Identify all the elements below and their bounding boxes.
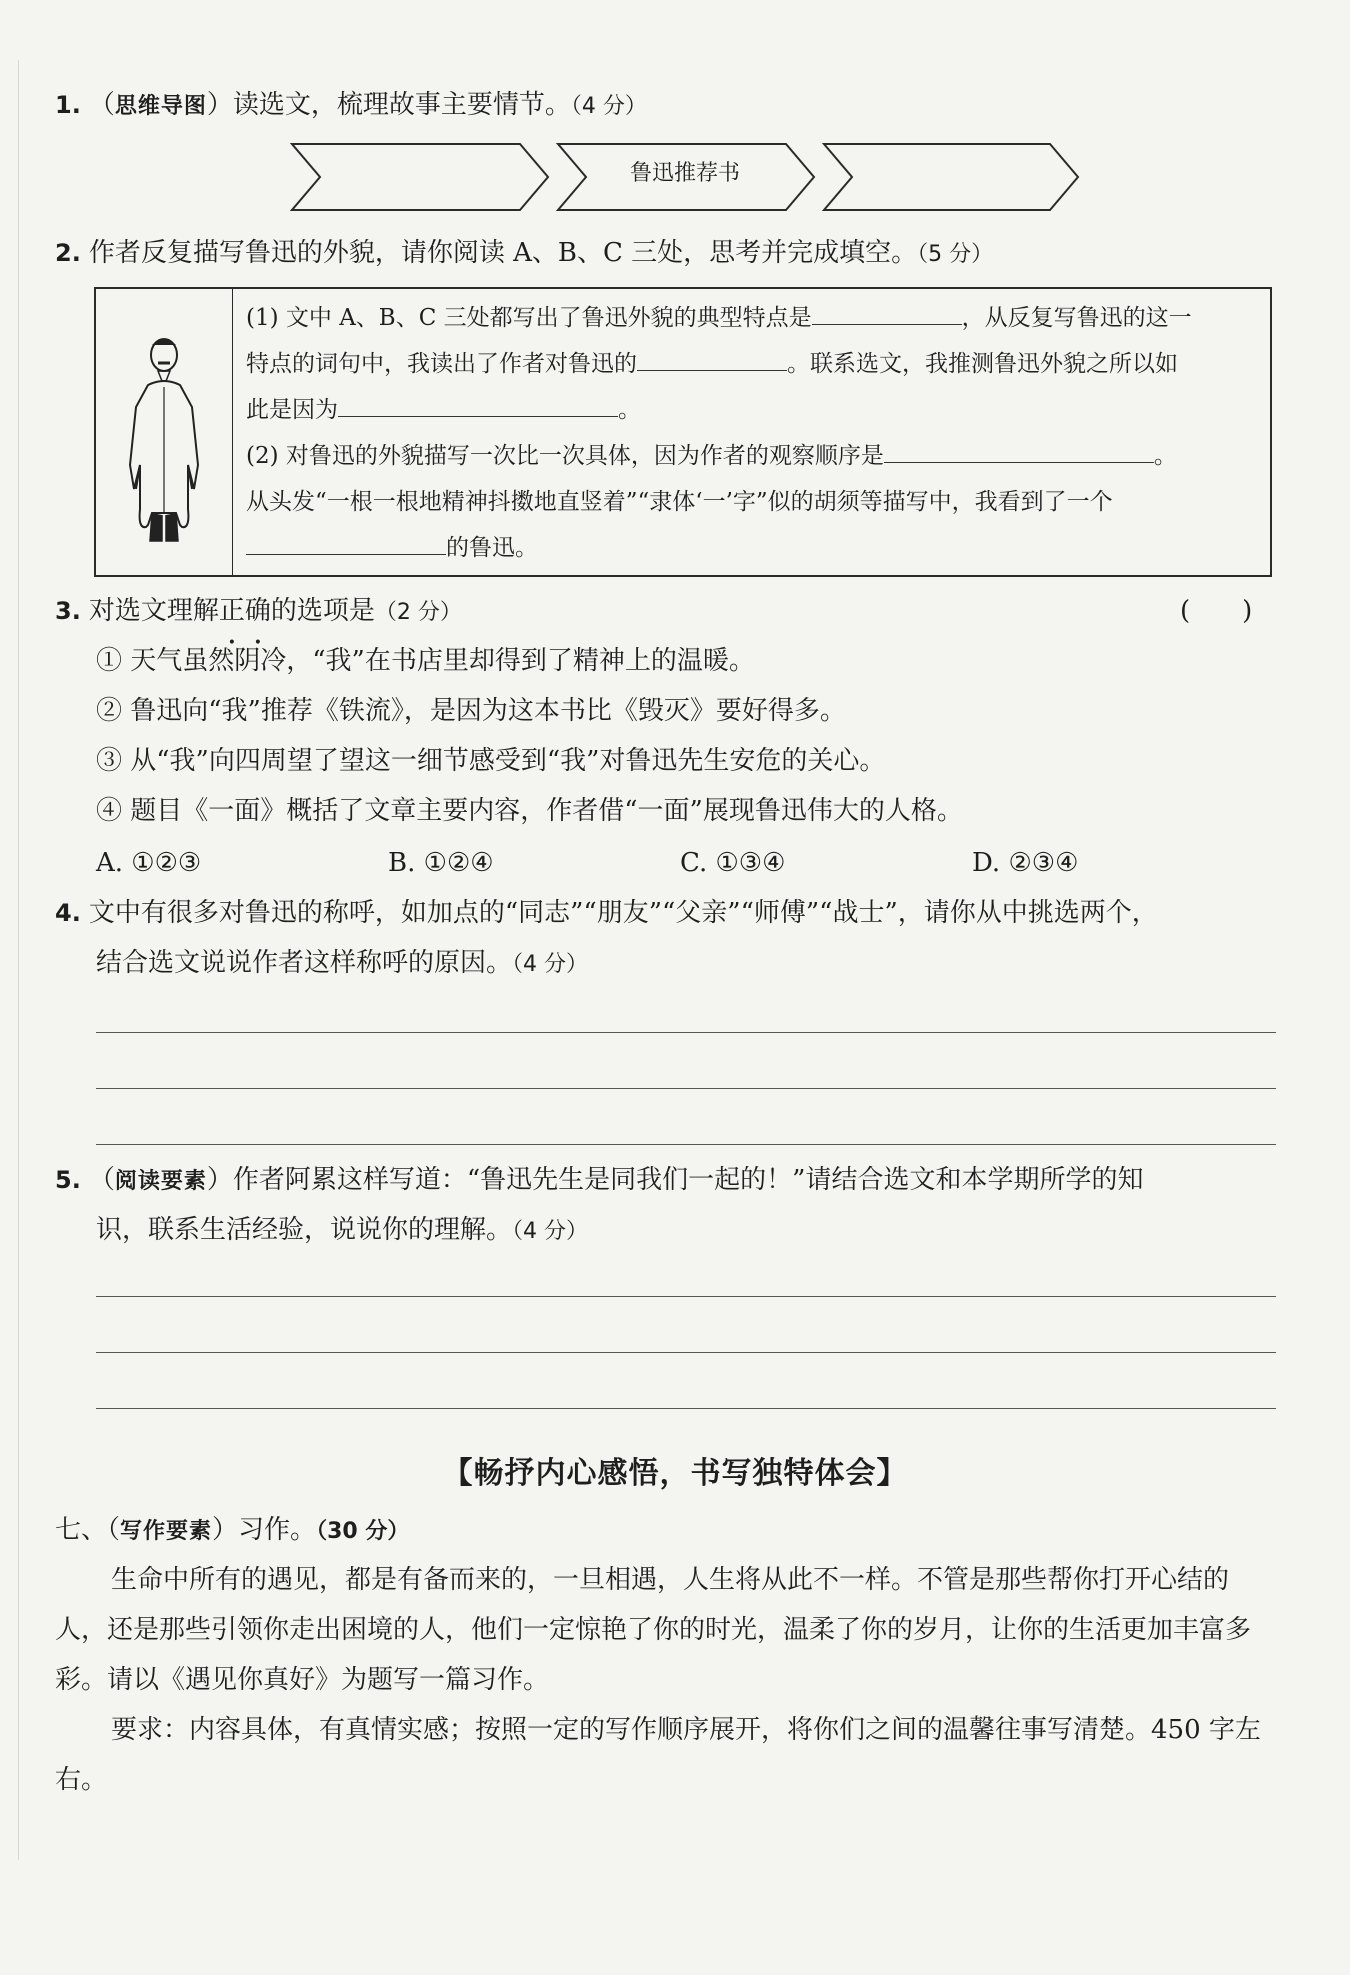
q2-line-5: 从头发“一根一根地精神抖擞地直竖着”“隶体‘一’字”似的胡须等描写中，我看到了一个 (246, 489, 1113, 515)
writing-requirements: 要求：内容具体，有真情实感；按照一定的写作顺序展开，将你们之间的温馨往事写清楚。450 字左右。 (55, 1715, 1261, 1795)
q2-line-3: 此是因为 。 (246, 387, 1256, 433)
statement-3: ③ 从“我”向四周望了望这一细节感受到“我”对鲁迅先生安危的关心。 (96, 746, 886, 776)
question-4-cont: 结合选文说说作者这样称呼的原因。（4 分） (96, 948, 589, 978)
choice-d[interactable]: D. ②③④ (972, 848, 1079, 878)
writing-prompt: 生命中所有的遇见，都是有备而来的，一旦相遇，人生将从此不一样。不管是那些帮你打开心结的人，还是那些引领你走出困境的人，他们一定惊艳了你的时光，温柔了你的岁月，让你的生活更加丰富多彩。请以《遇见你真好》为题写一篇习作。 (55, 1565, 1252, 1695)
choice-a[interactable]: A. ①②③ (96, 848, 202, 878)
blank-4[interactable] (884, 434, 1154, 463)
q2-line-2: 特点的词句中，我读出了作者对鲁迅的 。联系选文，我推测鲁迅外貌之所以如 (246, 341, 1256, 387)
blank-2[interactable] (637, 342, 787, 371)
question-3: 3. 对选文理解正确的选项是（2 分） (55, 596, 462, 626)
question-2-text (246, 295, 1256, 571)
answer-line[interactable] (96, 1144, 1276, 1145)
choice-b[interactable]: B. ①②④ (388, 848, 494, 878)
answer-parentheses[interactable]: ( ) (1180, 596, 1253, 626)
answer-line[interactable] (96, 1296, 1276, 1297)
blank-3[interactable] (338, 388, 618, 417)
blank-5[interactable] (246, 526, 446, 555)
mind-map-box-1[interactable] (292, 144, 548, 210)
statement-4: ④ 题目《一面》概括了文章主要内容，作者借“一面”展现鲁迅伟大的人格。 (96, 796, 963, 826)
page-edge (18, 60, 19, 1860)
q2-line-1: (1) 文中 A、B、C 三处都写出了鲁迅外貌的典型特点是 ，从反复写鲁迅的这一 (246, 295, 1256, 341)
choice-options (96, 838, 1276, 888)
q2-line-4: (2) 对鲁迅的外貌描写一次比一次具体，因为作者的观察顺序是 。 (246, 433, 1256, 479)
blank-1[interactable] (812, 296, 962, 325)
answer-line[interactable] (96, 1352, 1276, 1353)
answer-line[interactable] (96, 1408, 1276, 1409)
mind-map-label: 鲁迅推荐书 (629, 161, 740, 186)
question-1: 1. （思维导图）读选文，梳理故事主要情节。（4 分） (55, 90, 647, 120)
luxun-figure-icon (96, 289, 232, 575)
question-4: 4. 文中有很多对鲁迅的称呼，如加点的“同志”“朋友”“父亲”“师傅”“战士”，请你从中挑选两个， (55, 898, 1158, 928)
question-5-cont: 识，联系生活经验，说说你的理解。（4 分） (96, 1215, 589, 1245)
choice-c[interactable]: C. ①③④ (680, 848, 786, 878)
question-5: 5. （阅读要素）作者阿累这样写道：“鲁迅先生是同我们一起的！”请结合选文和本学期所学的知 (55, 1165, 1144, 1195)
question-2: 2. 作者反复描写鲁迅的外貌，请你阅读 A、B、C 三处，思考并完成填空。（5 分） (55, 238, 994, 268)
question-2-box (94, 287, 1272, 577)
q2-line-6: 的鲁迅。 (246, 525, 1256, 571)
statement-1: ① 天气虽然阴冷，“我”在书店里却得到了精神上的温暖。 (96, 646, 755, 676)
mind-map-box-3[interactable] (824, 144, 1078, 210)
luxun-portrait (96, 289, 233, 575)
question-7: 七、（写作要素）习作。（30 分） (55, 1515, 410, 1545)
section-title: 【畅抒内心感悟，书写独特体会】 (442, 1456, 908, 1491)
answer-line[interactable] (96, 1032, 1276, 1033)
statement-2: ② 鲁迅向“我”推荐《铁流》，是因为这本书比《毁灭》要好得多。 (96, 696, 846, 726)
answer-line[interactable] (96, 1088, 1276, 1089)
